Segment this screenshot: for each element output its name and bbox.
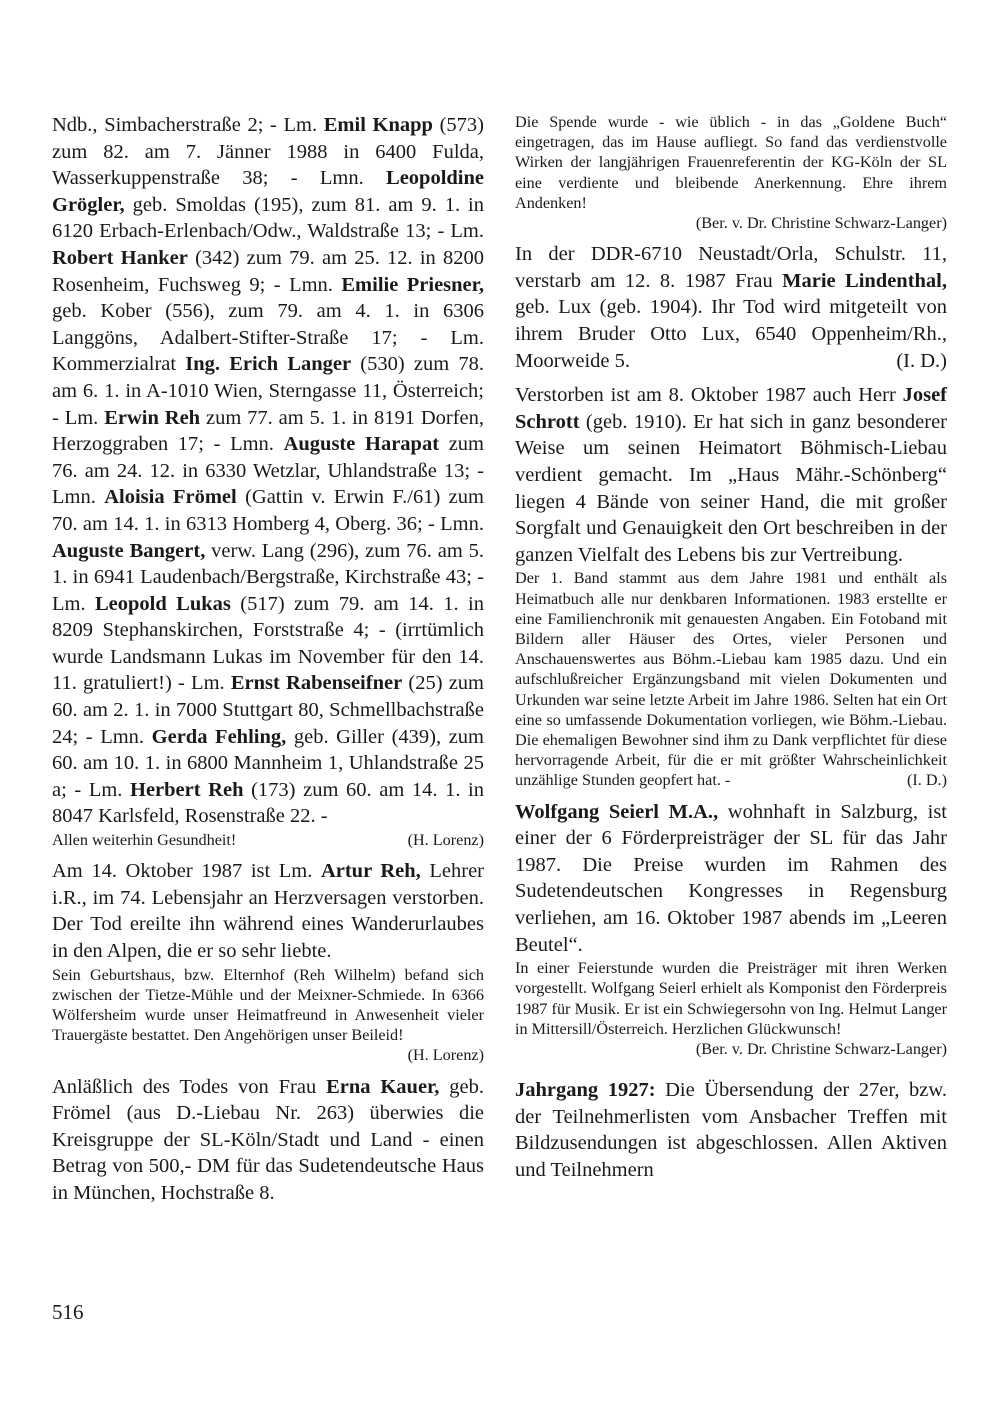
closing-text: Allen weiterhin Gesundheit! [52,831,237,850]
bold-name: Ing. Erich Langer [185,353,352,376]
lindenthal-signature: (I. D.) [896,349,947,372]
bold-name: Ernst Rabenseifner [230,672,403,695]
donation-signature: (Ber. v. Dr. Christine Schwarz-Langer) [695,214,947,233]
bold-name: Erwin Reh [104,406,201,429]
bold-name: Erna Kauer, [326,1075,440,1098]
bold-name: Emil Knapp [323,114,433,136]
bold-name: Gerda Fehling, [151,725,287,748]
bold-name: Leopoldine Grögler, [52,167,484,216]
bold-name: Herbert Reh [130,778,244,801]
award-signature: (Ber. v. Dr. Christine Schwarz-Langer) [695,1039,947,1058]
award-wolfgang-seierl: Wolfgang Seierl M.A., wohnhaft in Salzburg, ist einer der 6 Förderpreisträger der SL für das Jahr 1987. Die Preise wurden im Rahmen des Sudetendeutschen Kongresses in Regensburg verliehen, am 16. Oktober 1987 abends im „Leeren Beutel“. [515,800,947,956]
obituary-artur-reh-details: Sein Geburtshaus, bzw. Elternhof (Reh Wilhelm) befand sich zwischen der Tietze-Mühle und der Meixner-Schmiede. In 6366 Wölfersheim wurde unser Heimatfreund in Anwesenheit vieler Trauergäste bestattet. Den Angehörigen unser Beileid! [52,965,484,1045]
bold-name: Auguste Bangert, [52,539,206,562]
obituary-artur-reh-signature: (H. Lorenz) [407,1046,484,1065]
page-number: 516 [52,1300,84,1324]
jahrgang-1927-paragraph: Jahrgang 1927: Die Übersendung der 27er, bzw. der Teilnehmerlisten vom Ansbacher Treffen mit Bildzusendungen ist abgeschlossen. Allen Aktiven und Teilnehmern [515,1079,947,1181]
left-column [52,112,484,1207]
bold-name: Leopold Lukas [95,592,231,615]
bold-name: Auguste Harapat [283,433,440,456]
schrott-details: Der 1. Band stammt aus dem Jahre 1981 und enthält als Heimatbuch alle nur denkbaren Informationen. 1983 erstellte er eine Familienchronik mit genauesten Angaben. Ein Fotoband mit Bildern aller Häuser des Ortes, vieler Personen und Anschauenswertes aus Böhm.-Liebau kam 1985 dazu. Und ein aufschlußreicher Ergänzungsband mit vielen Dokumenten und Urkunden war seine letzte Arbeit im Jahre 1986. Selten hat ein Ort eine so umfassende Dokumentation vorliegen, wie Böhm.-Liebau. Die ehemaligen Bewohner sind ihm zu Dank verpflichtet für diese hervorragende Arbeit, für die er mit größter Wahrscheinlichkeit unzählige Stunden geopfert hat. - (I. D.) [515,569,947,790]
award-details: In einer Feierstunde wurden die Preisträger mit ihren Werken vorgestellt. Wolfgang Seierl erhielt als Komponist den Förderpreis 1987 für Musik. Er ist ein Schwiegersohn von Ing. Helmut Langer in Mittersill/Österreich. Herzlichen Glückwunsch! [515,959,947,1038]
bold-name: Emilie Priesner, [341,273,484,296]
bold-name: Robert Hanker [52,246,188,269]
donation-erna-kauer: Anläßlich des Todes von Frau Erna Kauer, geb. Frömel (aus D.-Liebau Nr. 263) überwies die Kreisgruppe der SL-Köln/Stadt und Land - einen Betrag von 500,- DM für das Sudetendeutsche Haus in München, Hochstraße 8. [52,1075,484,1204]
obituary-marie-lindenthal: In der DDR-6710 Neustadt/Orla, Schulstr. 11, verstarb am 12. 8. 1987 Frau Marie Lindenthal, geb. Lux (geb. 1904). Ihr Tod wird mitgeteilt von ihrem Bruder Otto Lux, 6540 Oppenheim/Rh., Moorweide 5. (I. D.) [515,241,947,374]
bold-name: Jahrgang 1927: [515,1079,656,1102]
bold-name: Aloisia Frömel [104,486,237,509]
birthday-list-paragraph: Ndb., Simbacherstraße 2; - Lm. Emil Knapp (573) zum 82. am 7. Jänner 1988 in 6400 Fulda, Wasserkuppenstraße 38; - Lmn. Leopoldine Grögler, geb. Smoldas (195), zum 81. am 9. 1. in 6120 Erbach-Erlenbach/Odw., Waldstraße 13; - Lm. Robert Hanker (342) zum 79. am 25. 12. in 8200 Rosenheim, Fuchsweg 9; - Lmn. Emilie Priesner, geb. Kober (556), zum 79. am 4. 1. in 6306 Langgöns, Adalbert-Stifter-Straße 17; - Lm. Kommerzialrat Ing. Erich Langer (530) zum 78. am 6. 1. in A-1010 Wien, Sterngasse 11, Österreich; - Lm. Erwin Reh zum 77. am 5. 1. in 8191 Dorfen, Herzoggraben 17; - Lmn. Auguste Harapat zum 76. am 24. 12. in 6330 Wetzlar, Uhlandstraße 13; - Lmn. Aloisia Frömel (Gattin v. Erwin F./61) zum 70. am 14. 1. in 6313 Homberg 4, Oberg. 36; - Lmn. Auguste Bangert, verw. Lang (296), zum 76. am 5. 1. in 6941 Laudenbach/Bergstraße, Kirchstraße 43; - Lm. Leopold Lukas (517) zum 79. am 14. 1. in 8209 Stephanskirchen, Forststraße 4; - (irrtümlich wurde Landsmann Lukas im November für den 14. 11. gratuliert!) - Lm. Ernst Rabenseifner (25) zum 60. am 2. 1. in 7000 Stuttgart 80, Schmellbachstraße 24; - Lmn. Gerda Fehling, geb. Giller (439), zum 60. am 10. 1. in 6800 Mannheim 1, Uhlandstraße 25 a; - Lm. Herbert Reh (173) zum 60. am 14. 1. in 8047 Karlsfeld, Rosenstraße 22. - [52,114,485,828]
obituary-josef-schrott: Verstorben ist am 8. Oktober 1987 auch Herr Josef Schrott (geb. 1910). Er hat sich in ganz besonderer Weise um seinen Heimatort Böhmisch-Liebau verdient gemacht. Im „Haus Mähr.-Schönberg“ liegen 4 Bände von seiner Hand, die mit großer Sorgfalt und Genauigkeit den Ort beschreiben in der ganzen Vielfalt des Lebens bis zur Vertreibung. [515,384,947,566]
birthday-closing-line [52,830,484,850]
schrott-signature: (I. D.) [906,771,947,790]
obituary-artur-reh: Am 14. Oktober 1987 ist Lm. Artur Reh, Lehrer i.R., im 74. Lebensjahr an Herzversagen verstorben. Der Tod ereilte ihn während eines Wanderurlaubes in den Alpen, die er so sehr liebte. [52,860,484,963]
donation-continued: Die Spende wurde - wie üblich - in das „Goldene Buch“ eingetragen, das im Hause aufliegt. So fand das verdienstvolle Wirken der langjährigen Frauenreferentin der KG-Köln der SL eine verdiente und bleibende Anerkennung. Ehre ihrem Andenken! [515,113,947,212]
closing-signature: (H. Lorenz) [407,831,484,850]
right-column [515,112,947,1184]
bold-name: Artur Reh, [320,860,421,883]
bold-name: Josef Schrott [515,384,947,433]
bold-name: Marie Lindenthal, [782,269,947,292]
bold-name: Wolfgang Seierl M.A., [515,800,719,823]
